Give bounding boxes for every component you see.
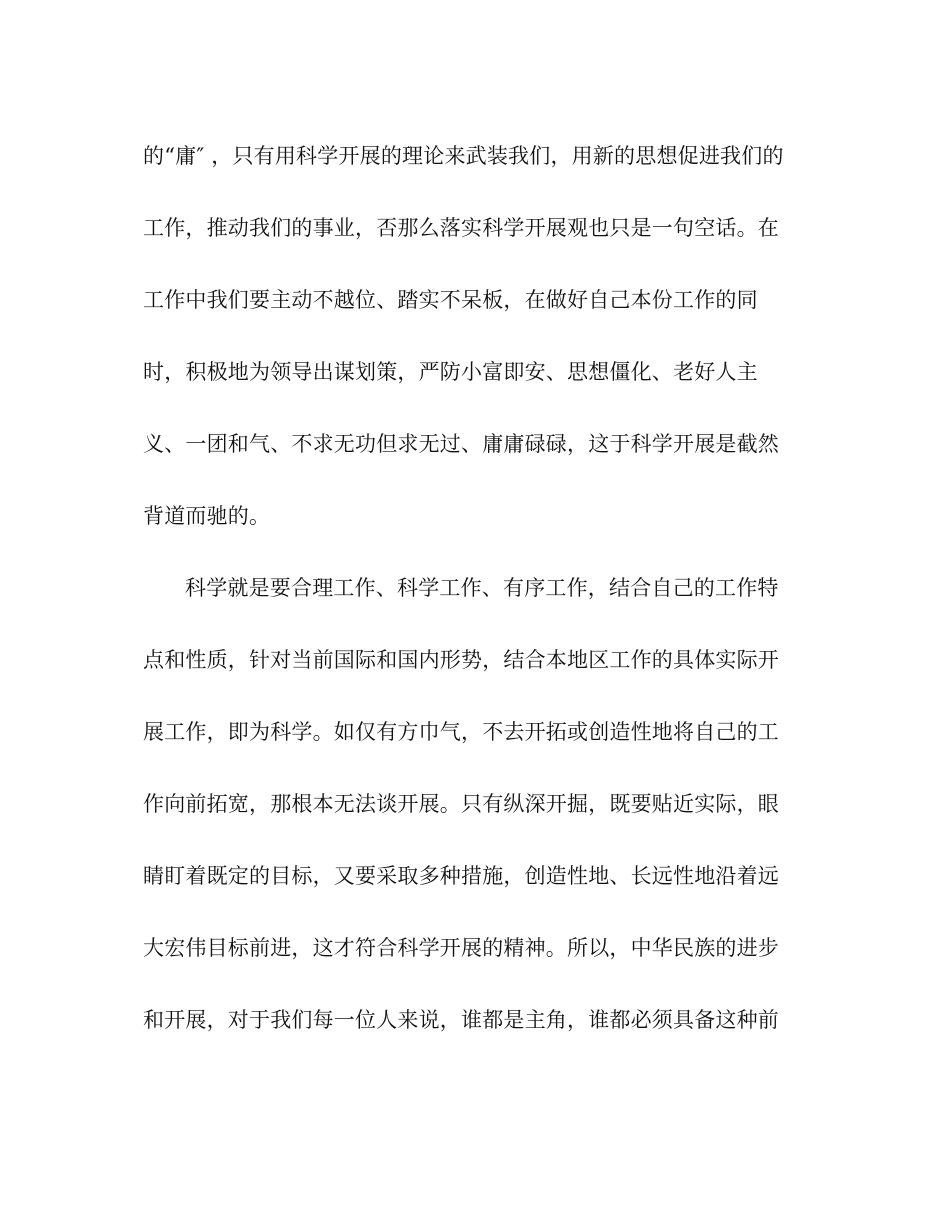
text-line: 工作中我们要主动不越位、踏实不呆板，在做好自己本份工作的同 bbox=[143, 288, 758, 312]
text-line: 点和性质，针对当前国际和国内形势，结合本地区工作的具体实际开 bbox=[143, 648, 779, 672]
text-line: 义、一团和气、不求无功但求无过、庸庸碌碌，这于科学开展是截然 bbox=[143, 432, 779, 456]
text-line: 时，积极地为领导出谋划策，严防小富即安、思想僵化、老好人主 bbox=[143, 360, 758, 384]
text-line: 睛盯着既定的目标，又要采取多种措施，创造性地、长远性地沿着远 bbox=[143, 864, 779, 888]
text-line: 和开展，对于我们每一位人来说，谁都是主角，谁都必须具备这种前 bbox=[143, 1008, 779, 1032]
text-line: 背道而驰的。 bbox=[143, 504, 271, 528]
text-line: 工作，推动我们的事业，否那么落实科学开展观也只是一句空话。在 bbox=[143, 216, 779, 240]
text-line: 的“庸″ ，只有用科学开展的理论来武装我们，用新的思想促进我们的 bbox=[143, 144, 784, 168]
text-line: 科学就是要合理工作、科学工作、有序工作，结合自己的工作特 bbox=[185, 576, 779, 600]
text-line: 作向前拓宽，那根本无法谈开展。只有纵深开掘，既要贴近实际，眼 bbox=[143, 792, 779, 816]
text-line: 大宏伟目标前进，这才符合科学开展的精神。所以，中华民族的进步 bbox=[143, 936, 779, 960]
text-line: 展工作，即为科学。如仅有方巾气，不去开拓或创造性地将自己的工 bbox=[143, 720, 779, 744]
